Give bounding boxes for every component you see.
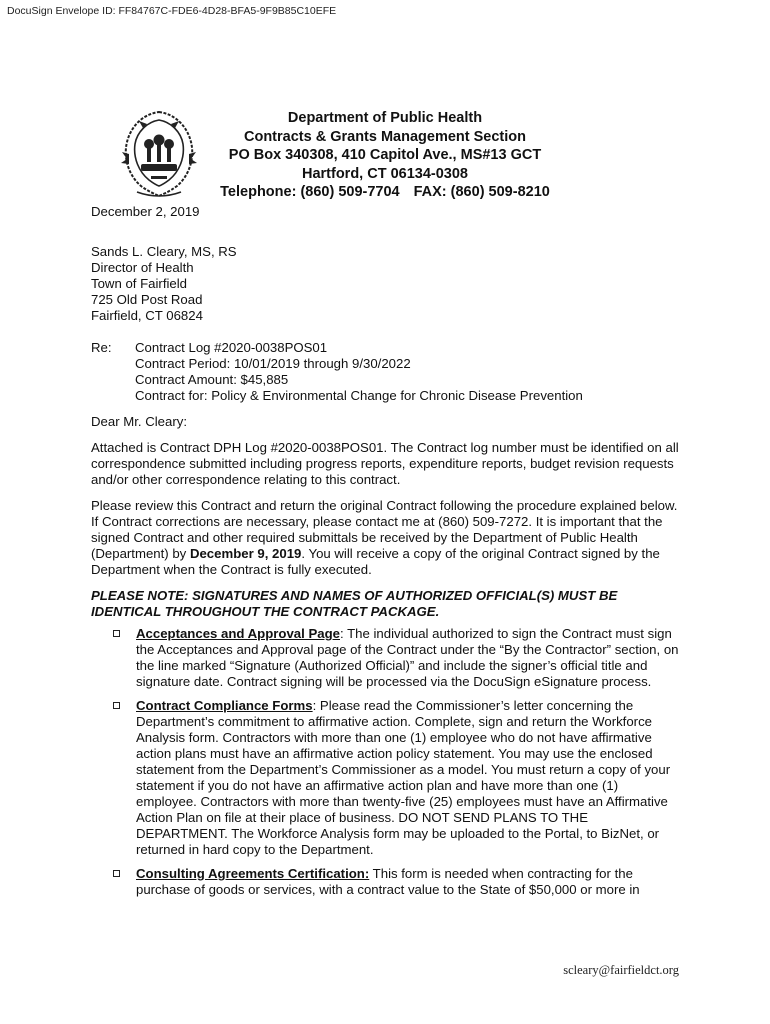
salutation: Dear Mr. Cleary: xyxy=(91,414,187,429)
checkbox-bullet-icon xyxy=(113,702,120,709)
paragraph-2-text: Please review this Contract and return the original Contract following the procedure explained below. If Contract corrections are necessary, please contact me at (860) 509-7272. It is important that the signed Contract and other required submittals be received by the Department of Public Health (Department) by xyxy=(91,498,678,561)
signature-note: PLEASE NOTE: SIGNATURES AND NAMES OF AUTHORIZED OFFICIAL(S) MUST BE IDENTICAL THROUGHOUT THE CONTRACT PACKAGE. xyxy=(91,588,618,619)
re-block xyxy=(91,340,681,404)
city-state-zip: Hartford, CT 06134-0308 xyxy=(301,165,468,182)
letterhead xyxy=(160,109,610,202)
list-item xyxy=(91,626,681,690)
re-line: Contract Amount: $45,885 xyxy=(135,372,289,387)
paragraph-2-text-end: . You will receive a copy of the original Contract signed by the Department when the Contract is fully executed. xyxy=(91,546,660,577)
re-line: Contract Period: 10/01/2019 through 9/30/2022 xyxy=(135,356,411,371)
section-name: Contracts & Grants Management Section xyxy=(244,128,526,145)
checkbox-bullet-icon xyxy=(113,870,120,877)
requirements-list xyxy=(91,626,681,898)
list-item xyxy=(91,866,681,898)
footer-email: scleary@fairfieldct.org xyxy=(563,963,679,977)
checkbox-bullet-icon xyxy=(113,630,120,637)
recipient-line: Director of Health xyxy=(91,260,194,275)
item-title: Contract Compliance Forms xyxy=(136,698,313,713)
envelope-id: DocuSign Envelope ID: FF84767C-FDE6-4D28-BFA5-9F9B85C10EFE xyxy=(7,5,337,17)
telephone: Telephone: (860) 509-7704 xyxy=(220,184,400,200)
paragraph-1: Attached is Contract DPH Log #2020-0038POS01. The Contract log number must be identified on all correspondence submitted including progress reports, expenditure reports, budget revision requests and/or other correspondence relating to this contract. xyxy=(91,440,679,487)
re-label: Re: xyxy=(91,340,112,355)
deadline-date: December 9, 2019 xyxy=(189,546,302,561)
paragraph-2 xyxy=(91,498,681,578)
item-title: Acceptances and Approval Page xyxy=(136,626,340,641)
letter-date: December 2, 2019 xyxy=(91,204,200,219)
letter-body xyxy=(91,204,681,906)
recipient-line: Town of Fairfield xyxy=(91,276,188,291)
item-text: : Please read the Commissioner’s letter concerning the Department’s commitment to affirmative action. Complete, sign and return the Workforce Analysis form. Contractors with more than one (1) employee who do not have affirmative action plans must have an affirmative action policy statement. You may use the enclosed statement from the Department’s Commissioner as a model. You must return a copy of your statement if you do not have an affirmative action plan and have more than one (1) employee. Contractors with more than twenty-five (25) employees must have an Affirmative Action Plan on file at their place of business. DO NOT SEND PLANS TO THE DEPARTMENT. The Workforce Analysis form may be uploaded to the Portal, to BizNet, or returned in hard copy to the Department. xyxy=(136,698,671,857)
contact-line xyxy=(160,183,610,202)
item-text: This form is needed when contracting for the purchase of goods or services, with a contract value to the State of $50,000 or more in xyxy=(136,866,640,897)
recipient-address xyxy=(91,244,681,324)
fax: FAX: (860) 509-8210 xyxy=(413,184,550,200)
item-text: : The individual authorized to sign the Contract must sign the Acceptances and Approval page of the Contract under the “By the Contractor” section, on the line marked “Signature (Authorized Official)” and include the signer’s official title and signature date. Contract signing will be processed via the DocuSign eSignature process. xyxy=(136,626,679,689)
po-box-address: PO Box 340308, 410 Capitol Ave., MS#13 GCT xyxy=(228,147,542,163)
item-title: Consulting Agreements Certification: xyxy=(136,866,370,881)
department-name: Department of Public Health xyxy=(287,110,483,126)
re-line: Contract for: Policy & Environmental Change for Chronic Disease Prevention xyxy=(135,388,583,403)
re-line: Contract Log #2020-0038POS01 xyxy=(135,340,328,355)
list-item xyxy=(91,698,681,858)
recipient-line: Fairfield, CT 06824 xyxy=(91,308,203,323)
recipient-line: 725 Old Post Road xyxy=(91,292,203,307)
recipient-line: Sands L. Cleary, MS, RS xyxy=(91,244,237,259)
